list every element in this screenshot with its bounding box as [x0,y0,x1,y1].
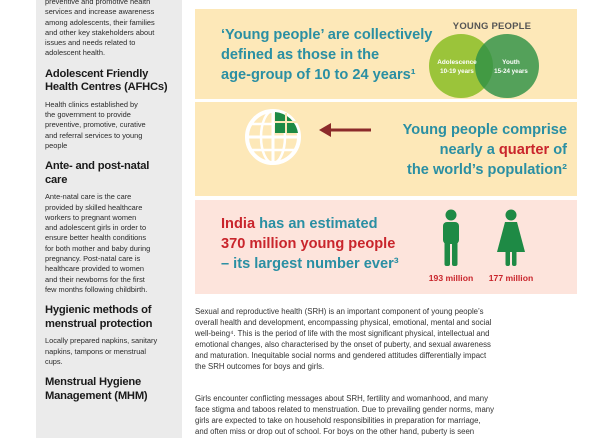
glossary-heading-natal-care: Ante- and post-natal care [45,160,150,186]
youth-circle [475,34,539,98]
gender-split-graphic [195,200,577,294]
youth-label: Youth [502,59,520,66]
young-people-definition-panel [195,9,577,99]
youth-range: 15-24 years [494,68,528,75]
population-share-panel [195,102,577,196]
india-young-people-text: India has an estimated 370 million young people – its largest number ever³ [221,216,399,272]
srh-paragraph: Sexual and reproductive health (SRH) is an important component of young people’s overall health and development, encompassing physical, emotional, mental and social well-being⁴. This is the period of life with the most significant physical, intellectual and emotional changes, also characterised by the onset of puberty, and sexual awareness and maturation. Inequitable social norms and gendered attitudes differentially impact the SRH outcomes for boys and girls. [195,307,492,371]
glossary-text-natal-care: Ante-natal care is the care provided by skilled healthcare workers to pregnant women and adolescent girls in order to ensure better health conditions for both mother and baby during pregnancy. Post-natal care is healthcare provided to women and their newborns for the first few months following childbirth. [45,192,151,294]
glossary-sidebar [36,0,182,438]
glossary-heading-mhm: Menstrual Hygiene Management (MHM) [45,376,148,402]
male-figure-icon [443,210,459,267]
adolescence-range: 10-19 years [440,68,474,75]
girls-paragraph: Girls encounter conflicting messages about SRH, fertility and womanhood, and many face stigma and taboos related to menstruation. Due to prevailing gender norms, many girls are expected to take on household responsibilities in preparation for marriage, and often miss or drop out of school. For boys on the other hand, puberty is seen [195,394,495,436]
arrow-left-icon [319,123,371,137]
young-people-definition-text: ‘Young people’ are collectively defined as those in the age-group of 10 to 24 years¹ [221,27,433,83]
glossary-heading-menstrual-protection: Hygienic methods of menstrual protection [45,304,153,330]
adolescence-label: Adolescence [437,59,477,66]
female-count-label: 177 million [488,273,534,283]
male-count-label: 193 million [428,273,474,283]
glossary-heading-afhc: Adolescent Friendly Health Centres (AFHCs) [45,67,168,94]
india-young-people-panel [195,200,577,294]
female-figure-icon [497,210,525,267]
age-group-venn-diagram [195,9,577,99]
glossary-text-menstrual-protection: Locally prepared napkins, sanitary napkins, tampons or menstrual cups. [45,336,158,366]
sidebar-intro: preventive and promotive health services and increase awareness among adolescents, their families and other key stakeholders about issues and needs related to adolescent health. [45,0,155,58]
quarter-highlight: quarter [498,142,550,158]
venn-title: YOUNG PEOPLE [452,21,532,32]
population-share-text: Young people comprise nearly a quarter of the world’s population² [402,122,567,178]
globe-icon [247,111,299,163]
glossary-text-afhc: Health clinics established by the government to provide preventive, promotive, curative and referral services to young people [45,99,146,150]
